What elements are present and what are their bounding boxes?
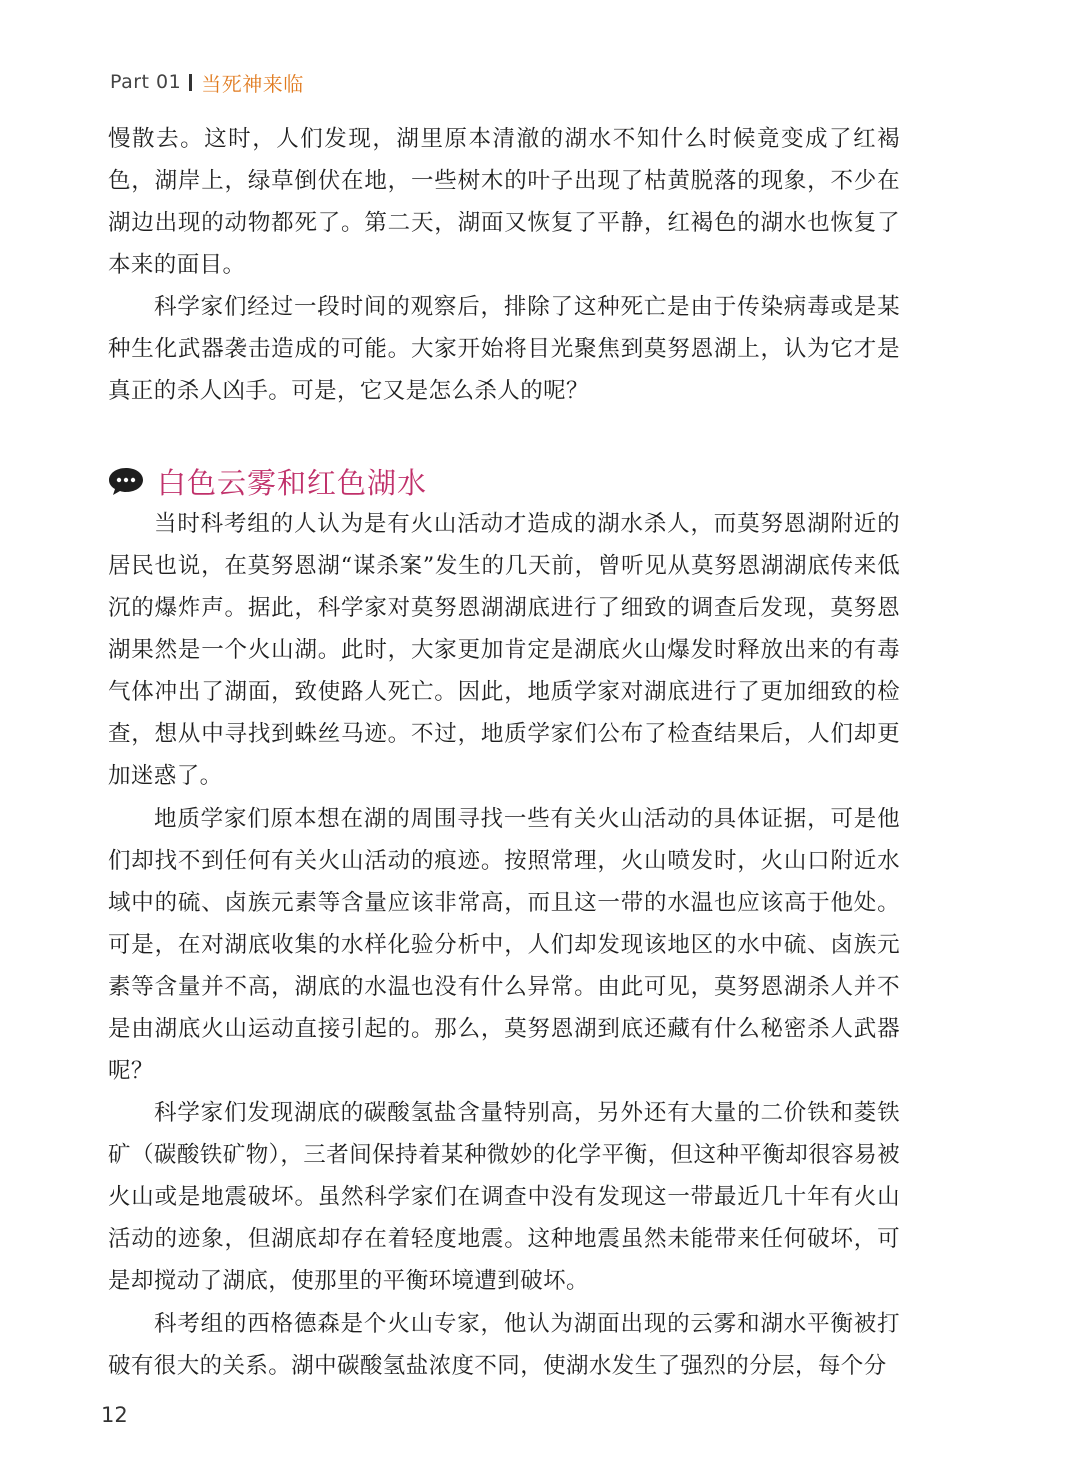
paragraph: 科学家们发现湖底的碳酸氢盐含量特别高，另外还有大量的二价铁和菱铁矿（碳酸铁矿物），三者间保持着某种微妙的化学平衡，但这种平衡却很容易被火山或是地震破坏。虽然科学家们在调查中没有发现这一带最近几十年有火山活动的迹象，但湖底却存在着轻度地震。这种地震虽然未能带来任何破坏，可是却搅动了湖底，使那里的平衡环境遭到破坏。	[108, 1100, 900, 1294]
running-header	[110, 66, 304, 98]
paragraph-continued: 慢散去。这时，人们发现，湖里原本清澈的湖水不知什么时候竟变成了红褐色，湖岸上，绿草倒伏在地，一些树木的叶子出现了枯黄脱落的现象，不少在湖边出现的动物都死了。第二天，湖面又恢复了平静，红褐色的湖水也恢复了本来的面目。	[108, 126, 900, 278]
part-label: Part 01	[110, 71, 182, 93]
section-heading	[107, 458, 427, 504]
paragraph: 当时科考组的人认为是有火山活动才造成的湖水杀人，而莫努恩湖附近的居民也说，在莫努恩湖“谋杀案”发生的几天前，曾听见从莫努恩湖湖底传来低沉的爆炸声。据此，科学家对莫努恩湖湖底进行了细致的调查后发现，莫努恩湖果然是一个火山湖。此时，大家更加肯定是湖底火山爆发时释放出来的有毒气体冲出了湖面，致使路人死亡。因此，地质学家对湖底进行了更加细致的检查，想从中寻找到蛛丝马迹。不过，地质学家们公布了检查结果后，人们却更加迷惑了。	[108, 511, 900, 789]
page-number: 12	[101, 1403, 128, 1427]
paragraph: 科学家们经过一段时间的观察后，排除了这种死亡是由于传染病毒或是某种生化武器袭击造成的可能。大家开始将目光聚焦到莫努恩湖上，认为它才是真正的杀人凶手。可是，它又是怎么杀人的呢？	[108, 294, 900, 404]
section-title: 白色云雾和红色湖水	[157, 465, 428, 500]
header-divider	[189, 74, 192, 91]
paragraph: 地质学家们原本想在湖的周围寻找一些有关火山活动的具体证据，可是他们却找不到任何有关火山活动的痕迹。按照常理，火山喷发时，火山口附近水域中的硫、卤族元素等含量应该非常高，而且这一带的水温也应该高于他处。可是，在对湖底收集的水样化验分析中，人们却发现该地区的水中硫、卤族元素等含量并不高，湖底的水温也没有什么异常。由此可见，莫努恩湖杀人并不是由湖底火山运动直接引起的。那么，莫努恩湖到底还藏有什么秘密杀人武器呢？	[108, 806, 900, 1084]
chapter-title: 当死神来临	[201, 71, 304, 96]
paragraph: 科考组的西格德森是个火山专家，他认为湖面出现的云雾和湖水平衡被打破有很大的关系。湖中碳酸氢盐浓度不同，使湖水发生了强烈的分层，每个分	[108, 1311, 900, 1379]
chat-bubble-icon	[107, 466, 145, 496]
